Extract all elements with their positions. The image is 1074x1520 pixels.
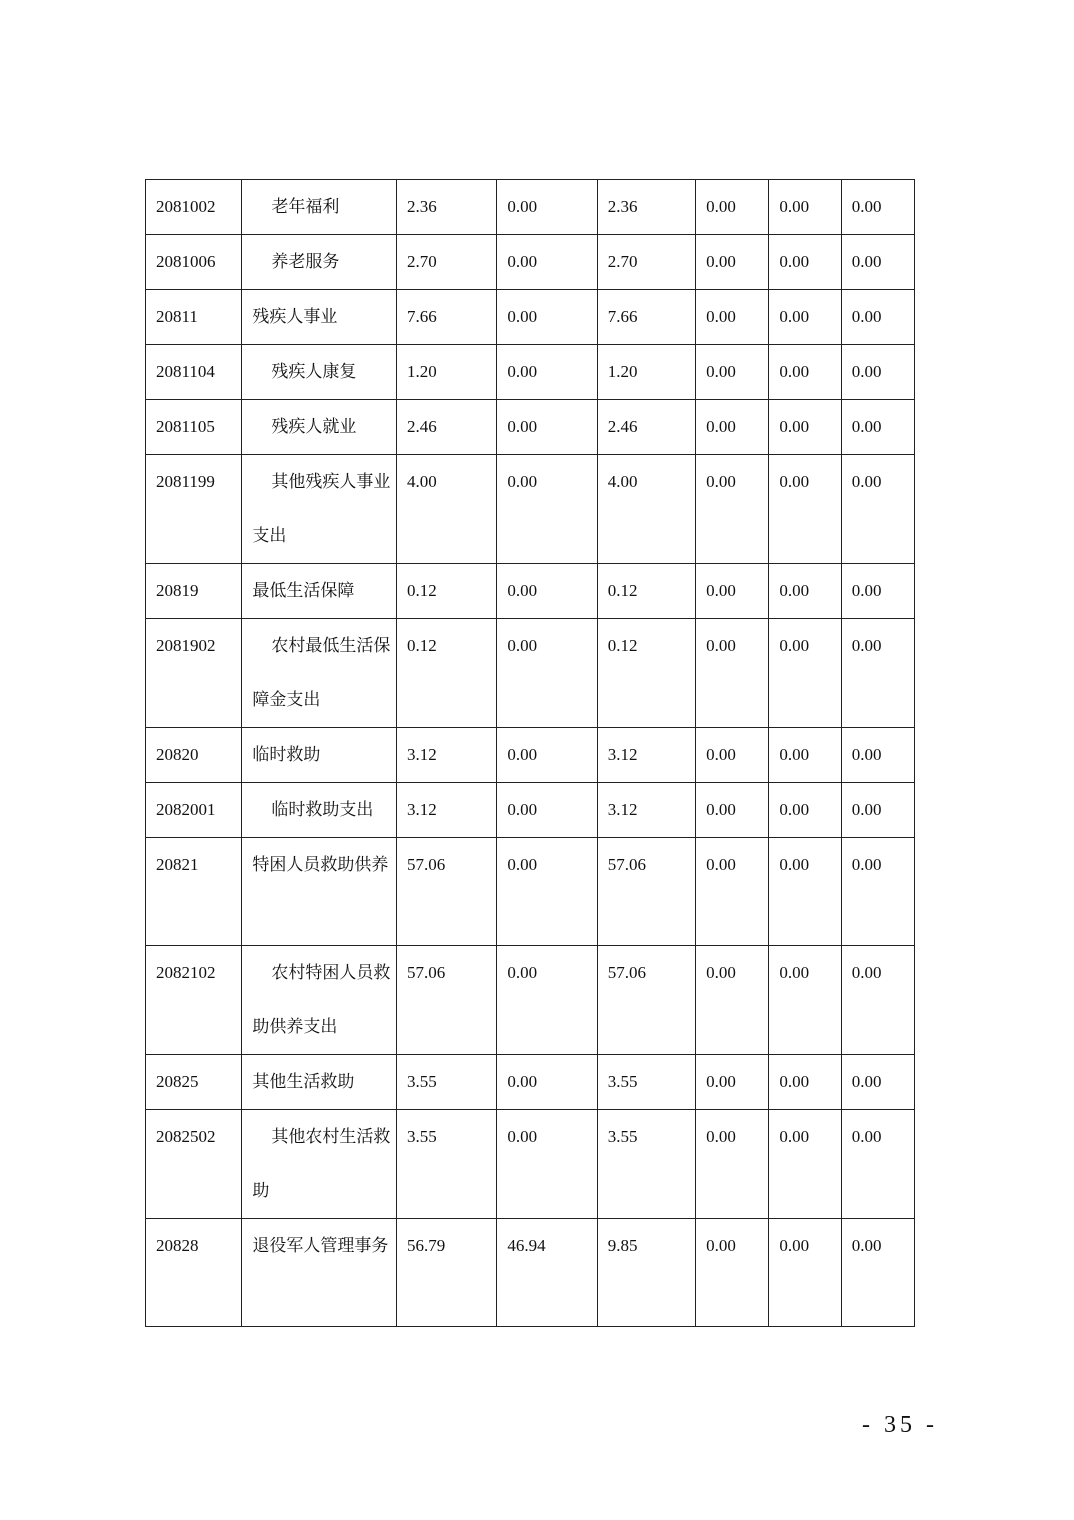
value-col-4: 0.00 (706, 800, 736, 819)
value-col-6: 0.00 (851, 800, 882, 819)
value-col-6: 0.00 (851, 252, 882, 271)
table-row (146, 619, 915, 728)
value-col-3: 9.85 (607, 1236, 638, 1255)
table-row (146, 345, 915, 400)
value-col-2: 0.00 (507, 417, 538, 436)
subject-code: 20828 (156, 1236, 199, 1255)
value-col-5: 0.00 (779, 307, 810, 326)
value-col-1: 1.20 (406, 362, 437, 381)
value-col-1: 3.55 (406, 1127, 437, 1146)
value-col-1: 4.00 (406, 472, 437, 491)
value-col-2: 0.00 (507, 307, 538, 326)
value-col-4: 0.00 (706, 581, 736, 600)
value-col-5: 0.00 (779, 1127, 810, 1146)
value-col-6: 0.00 (851, 197, 882, 216)
value-col-4: 0.00 (706, 252, 736, 271)
value-col-1: 57.06 (406, 855, 446, 874)
value-col-5: 0.00 (779, 472, 810, 491)
value-col-3: 2.70 (607, 252, 638, 271)
table-row (146, 838, 915, 946)
subject-name: 农村特困人员救助供养支出 (252, 963, 391, 1036)
subject-code: 2081105 (156, 417, 215, 436)
value-col-6: 0.00 (851, 636, 882, 655)
value-col-4: 0.00 (706, 197, 736, 216)
value-col-6: 0.00 (851, 472, 882, 491)
value-col-5: 0.00 (779, 745, 810, 764)
value-col-2: 0.00 (507, 472, 538, 491)
value-col-3: 57.06 (607, 963, 646, 982)
table-row (146, 180, 915, 235)
value-col-2: 0.00 (507, 1072, 538, 1091)
value-col-4: 0.00 (706, 1072, 736, 1091)
value-col-1: 2.70 (406, 252, 437, 271)
value-col-1: 3.55 (406, 1072, 437, 1091)
value-col-3: 0.12 (607, 581, 638, 600)
value-col-4: 0.00 (706, 745, 736, 764)
subject-name: 退役军人管理事务 (252, 1236, 389, 1255)
subject-code: 20825 (156, 1072, 199, 1091)
subject-code: 2081902 (156, 636, 216, 655)
value-col-2: 0.00 (507, 855, 538, 874)
subject-name: 农村最低生活保障金支出 (252, 636, 391, 709)
value-col-6: 0.00 (851, 1236, 882, 1255)
table-row (146, 728, 915, 783)
table-row (146, 783, 915, 838)
value-col-5: 0.00 (779, 855, 810, 874)
value-col-5: 0.00 (779, 963, 810, 982)
value-col-1: 7.66 (406, 307, 437, 326)
value-col-2: 0.00 (507, 197, 538, 216)
value-col-3: 3.55 (607, 1127, 638, 1146)
table-row (146, 400, 915, 455)
value-col-6: 0.00 (851, 963, 882, 982)
value-col-1: 57.06 (406, 963, 446, 982)
value-col-1: 0.12 (406, 636, 437, 655)
subject-code: 20821 (156, 855, 199, 874)
budget-table (145, 179, 915, 1327)
value-col-3: 57.06 (607, 855, 646, 874)
value-col-2: 0.00 (507, 252, 538, 271)
value-col-5: 0.00 (779, 1236, 810, 1255)
budget-table-body (146, 180, 915, 1327)
subject-code: 2081104 (156, 362, 215, 381)
value-col-2: 0.00 (507, 745, 538, 764)
table-row (146, 455, 915, 564)
subject-name: 残疾人康复 (271, 362, 357, 381)
value-col-5: 0.00 (779, 1072, 810, 1091)
subject-name: 养老服务 (271, 252, 340, 271)
subject-code: 2081199 (156, 472, 215, 491)
value-col-5: 0.00 (779, 800, 810, 819)
subject-name: 最低生活保障 (252, 581, 355, 600)
table-row (146, 1110, 915, 1219)
value-col-2: 0.00 (507, 581, 538, 600)
subject-code: 2082102 (156, 963, 216, 982)
value-col-6: 0.00 (851, 581, 882, 600)
value-col-2: 0.00 (507, 1127, 538, 1146)
value-col-5: 0.00 (779, 636, 810, 655)
value-col-1: 2.36 (406, 197, 437, 216)
subject-name: 其他残疾人事业支出 (252, 472, 391, 545)
value-col-4: 0.00 (706, 636, 736, 655)
subject-code: 2082502 (156, 1127, 216, 1146)
value-col-2: 0.00 (507, 963, 538, 982)
subject-code: 2081002 (156, 197, 216, 216)
subject-code: 20819 (156, 581, 199, 600)
value-col-3: 3.12 (607, 745, 638, 764)
value-col-3: 2.46 (607, 417, 638, 436)
value-col-4: 0.00 (706, 472, 736, 491)
subject-code: 2082001 (156, 800, 216, 819)
subject-name: 临时救助支出 (271, 800, 374, 819)
value-col-5: 0.00 (779, 581, 810, 600)
value-col-3: 2.36 (607, 197, 638, 216)
table-row (146, 290, 915, 345)
value-col-3: 0.12 (607, 636, 638, 655)
value-col-1: 3.12 (406, 800, 437, 819)
value-col-4: 0.00 (706, 362, 736, 381)
value-col-3: 1.20 (607, 362, 638, 381)
table-row (146, 946, 915, 1055)
subject-name: 其他生活救助 (252, 1072, 355, 1091)
value-col-5: 0.00 (779, 362, 810, 381)
subject-name: 老年福利 (271, 197, 340, 216)
table-row (146, 235, 915, 290)
table-row (146, 1219, 915, 1327)
value-col-3: 3.55 (607, 1072, 638, 1091)
value-col-3: 3.12 (607, 800, 638, 819)
value-col-4: 0.00 (706, 963, 736, 982)
page-number: - 35 - (862, 1412, 938, 1438)
value-col-6: 0.00 (851, 362, 882, 381)
value-col-6: 0.00 (851, 745, 882, 764)
subject-name: 其他农村生活救助 (252, 1127, 391, 1200)
value-col-3: 4.00 (607, 472, 638, 491)
value-col-1: 3.12 (406, 745, 437, 764)
value-col-1: 56.79 (406, 1236, 446, 1255)
value-col-6: 0.00 (851, 1127, 882, 1146)
value-col-2: 0.00 (507, 800, 538, 819)
value-col-1: 0.12 (406, 581, 437, 600)
value-col-4: 0.00 (706, 307, 736, 326)
value-col-2: 0.00 (507, 636, 538, 655)
value-col-6: 0.00 (851, 307, 882, 326)
value-col-2: 46.94 (507, 1236, 546, 1255)
table-row (146, 564, 915, 619)
subject-name: 特困人员救助供养 (252, 855, 389, 874)
subject-name: 残疾人事业 (252, 307, 338, 326)
value-col-4: 0.00 (706, 855, 736, 874)
value-col-4: 0.00 (706, 1236, 736, 1255)
value-col-6: 0.00 (851, 417, 882, 436)
subject-code: 20811 (156, 307, 198, 326)
value-col-5: 0.00 (779, 417, 810, 436)
value-col-1: 2.46 (406, 417, 437, 436)
subject-code: 20820 (156, 745, 199, 764)
subject-code: 2081006 (156, 252, 216, 271)
value-col-6: 0.00 (851, 855, 882, 874)
subject-name: 残疾人就业 (271, 417, 357, 436)
value-col-2: 0.00 (507, 362, 538, 381)
value-col-5: 0.00 (779, 197, 810, 216)
value-col-5: 0.00 (779, 252, 810, 271)
subject-name: 临时救助 (252, 745, 321, 764)
value-col-3: 7.66 (607, 307, 638, 326)
value-col-4: 0.00 (706, 417, 736, 436)
value-col-6: 0.00 (851, 1072, 882, 1091)
value-col-4: 0.00 (706, 1127, 736, 1146)
table-row (146, 1055, 915, 1110)
